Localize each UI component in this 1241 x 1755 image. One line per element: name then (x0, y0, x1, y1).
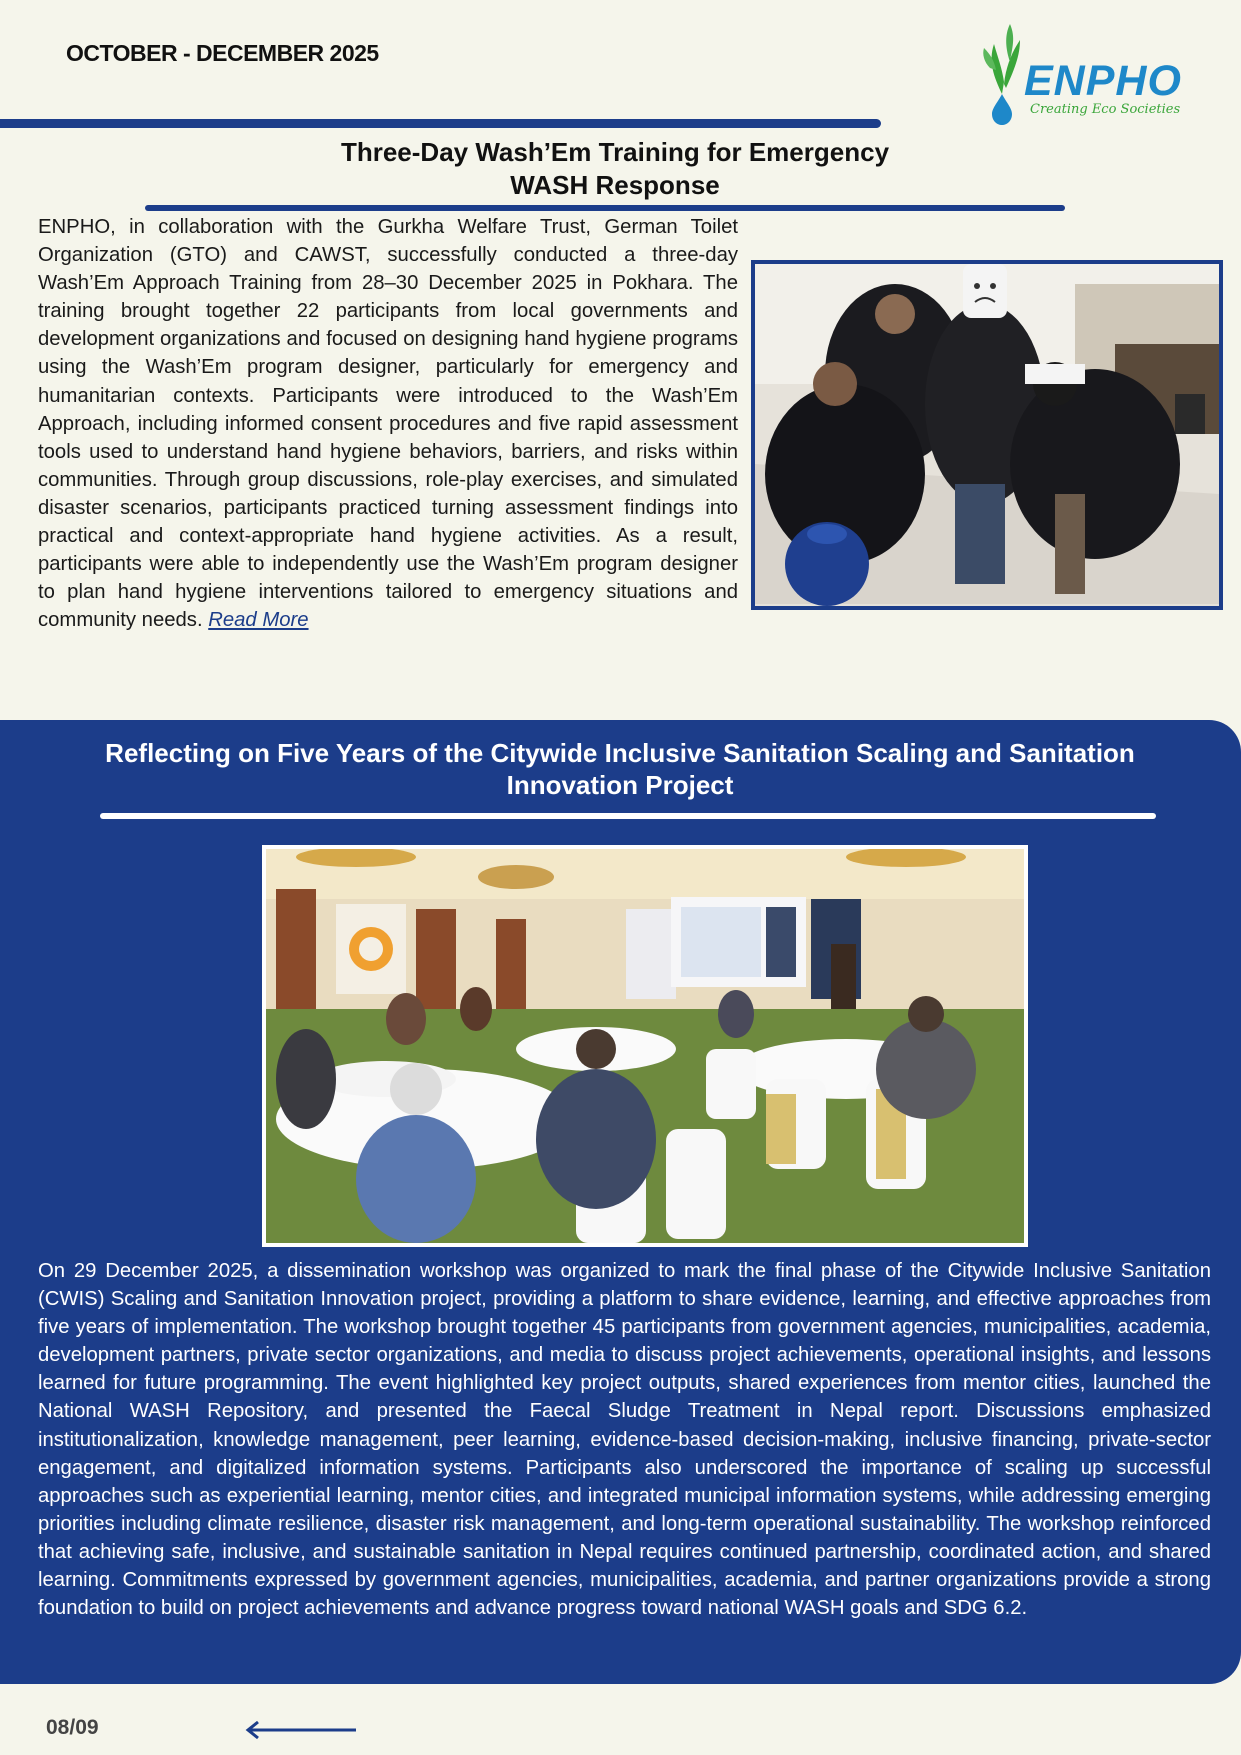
left-arrow-icon[interactable] (244, 1718, 360, 1742)
workshop-photo-illustration (266, 849, 1024, 1243)
article2-title-line1: Reflecting on Five Years of the Citywide Inclusive Sanitation Scaling and Sanitation (105, 738, 1135, 768)
article1-title-line1: Three-Day Wash’Em Training for Emergency (340, 137, 890, 167)
article1-title-line2: WASH Response (510, 170, 720, 200)
newsletter-date: OCTOBER - DECEMBER 2025 (66, 40, 379, 66)
article1-body-text: ENPHO, in collaboration with the Gurkha Welfare Trust, German Toilet Organization (GTO) and CAWST, successfully conducted a three-day Wash’Em Approach Training from 28–30 December 2025 in Pokhara. The training brought together 22 participants from local governments and development organizations and focused on designing hand hygiene programs using the Wash’Em program designer, particularly for emergency and humanitarian contexts. Participants were introduced to the Wash’Em Approach, including informed consent procedures and five rapid assessment tools used to understand hand hygiene behaviors, barriers, and risks within communities. Through group discussions, role-play exercises, and simulated disaster scenarios, participants practiced turning assessment findings into practical and context-appropriate hand hygiene activities. As a result, participants were able to independently use the Wash’Em program designer to plan hand hygiene interventions tailored to emergency situations and community needs. (38, 216, 738, 632)
article1-title-underline (145, 205, 1065, 211)
read-more-link[interactable]: Read More (208, 609, 309, 632)
article1-body (38, 213, 738, 634)
logo-wordmark: ENPHO (1024, 57, 1182, 105)
article2-title (40, 737, 1200, 801)
header-divider (0, 119, 881, 128)
enpho-logo (980, 22, 1185, 127)
article2-title-underline (100, 813, 1156, 819)
training-photo (751, 260, 1223, 610)
training-photo-illustration (755, 264, 1219, 606)
workshop-photo (262, 845, 1028, 1247)
article2-title-line2: Innovation Project (506, 770, 734, 800)
article1-title (255, 136, 975, 202)
page-number: 08/09 (46, 1716, 99, 1739)
leaf-drop-icon (980, 22, 1030, 127)
logo-tagline: Creating Eco Societies (1030, 102, 1181, 117)
article2-body: On 29 December 2025, a dissemination workshop was organized to mark the final phase of the Citywide Inclusive Sanitation (CWIS) Scaling and Sanitation Innovation project, providing a platform to share evidence, learning, and effective approaches from five years of implementation. The workshop brought together 45 participants from government agencies, municipalities, academia, development partners, private sector organizations, and media to discuss project achievements, operational insights, and lessons learned for future programming. The event highlighted key project outputs, shared experiences from mentor cities, launched the National WASH Repository, and presented the Faecal Sludge Treatment in Nepal report. Discussions emphasized institutionalization, knowledge management, peer learning, evidence-based decision-making, inclusive financing, private-sector engagement, and digitalized information systems. Participants also underscored the importance of scaling up successful approaches such as experiential learning, mentor cities, and integrated municipal information systems, while addressing emerging priorities including climate resilience, disaster risk management, and long-term operational sustainability. The workshop reinforced that achieving safe, inclusive, and sustainable sanitation in Nepal requires continued partnership, coordinated action, and shared learning. Commitments expressed by government agencies, municipalities, academia, and partner organizations provide a strong foundation to build on project achievements and advance progress toward national WASH goals and SDG 6.2. (38, 1260, 1211, 1620)
